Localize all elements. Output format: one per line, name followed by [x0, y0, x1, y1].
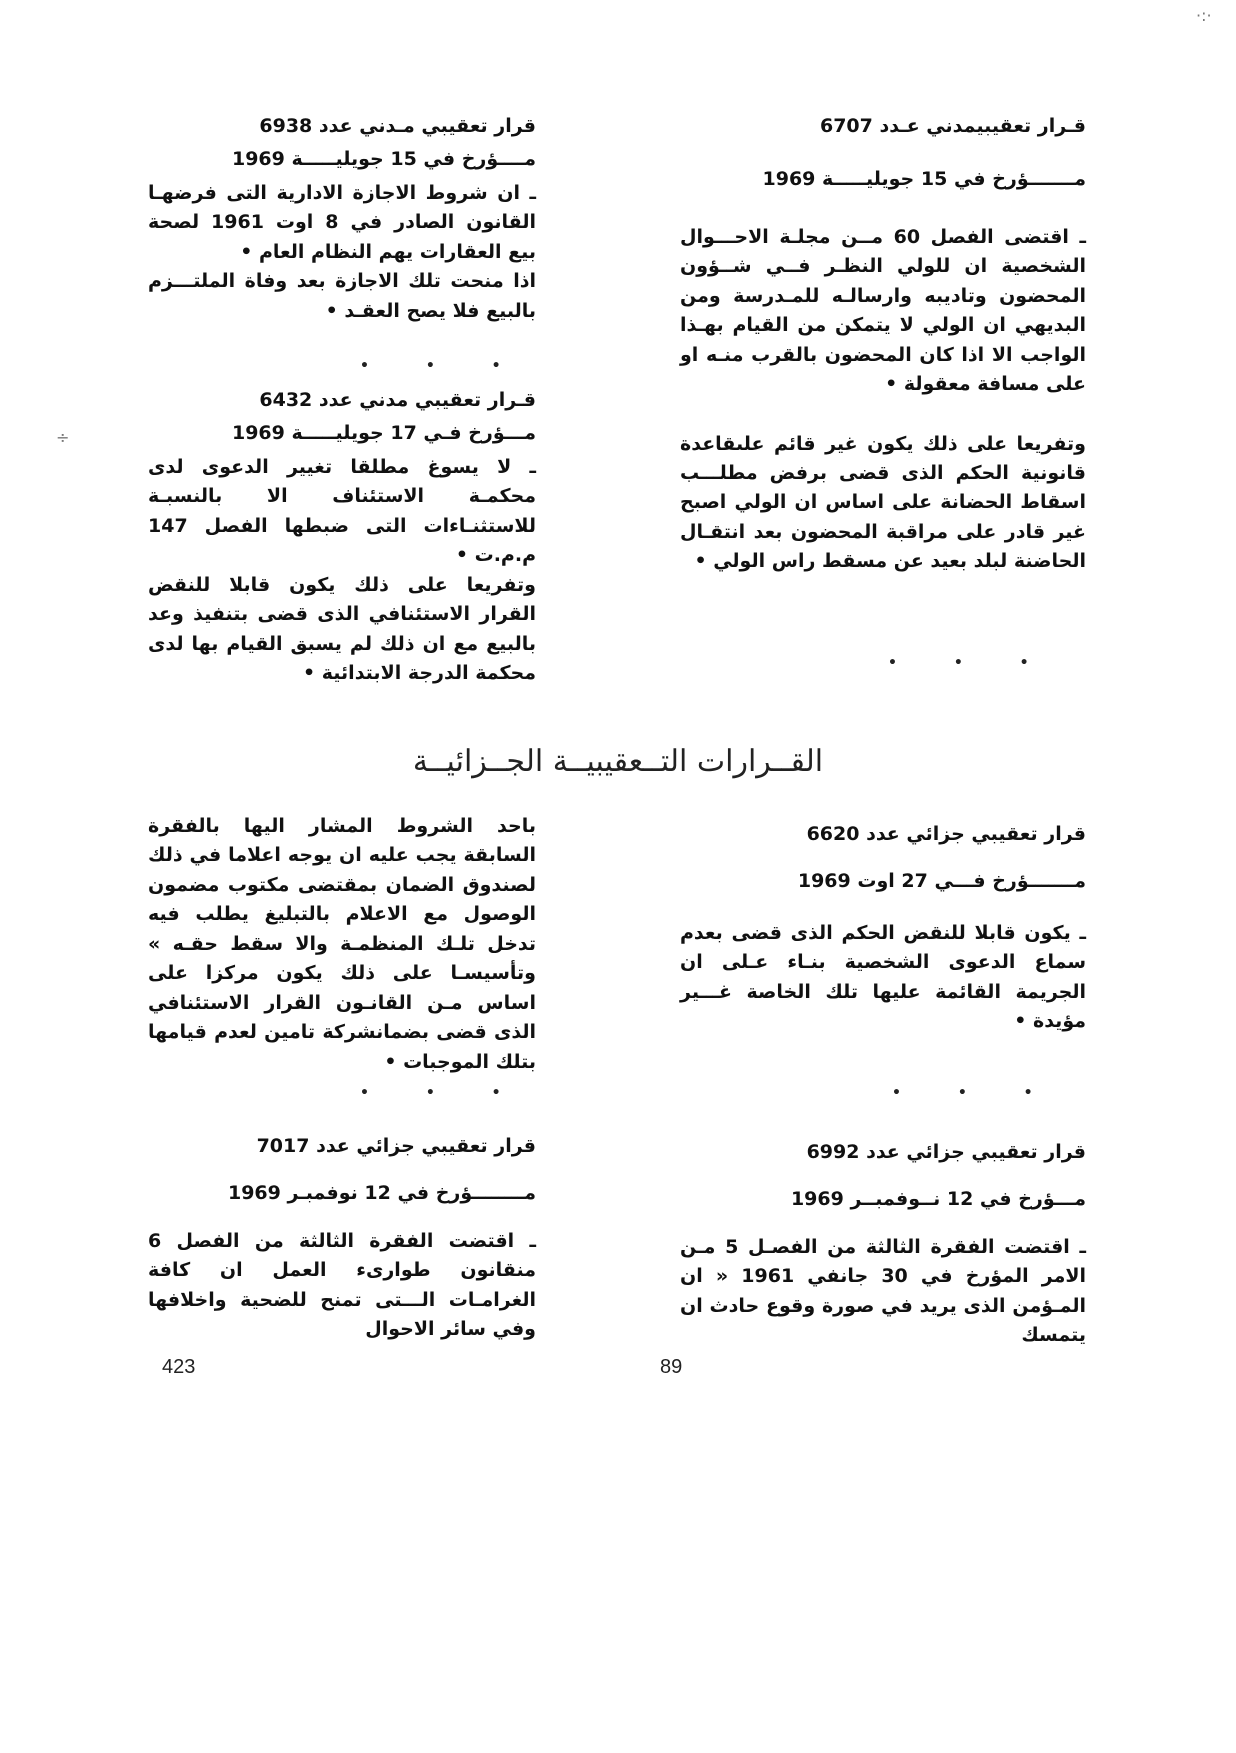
separator-dots: • • • — [892, 1085, 1059, 1101]
penal-decision-6620 — [680, 820, 1086, 1037]
decision-paragraph: وتفريعا على ذلك يكون غير قائم علىقاعدة قانونية الحكم الذى قضى برفض مطلـــب اسقاط الحضانة على اساس ان الولي اصبح غير قادر على مراقبة المحضون بعد انتقـال الحاضنة لبلد بعيد عن مسقط راس الولي • — [680, 432, 1086, 573]
civil-decision-6938 — [148, 112, 536, 326]
separator-dots: • • • — [360, 1085, 527, 1101]
civil-decision-6432 — [148, 386, 536, 688]
decision-date: مـــــــؤرخ في 15 جويليـــــة 1969 — [762, 168, 1086, 191]
separator-dots: • • • — [360, 358, 527, 374]
paragraph-gap — [680, 400, 1086, 430]
decision-date: مـــــــؤرخ فـــي 27 اوت 1969 — [797, 870, 1086, 893]
decision-paragraph: وتفريعا على ذلك يكون قابلا للنقض القرار الاستئنافي الذى قضى بتنفيذ وعد بالبيع مع ان ذلك لم يسبق القيام بها لدى محكمة الدرجة الابتدائية • — [148, 573, 536, 684]
penal-decision-7017 — [148, 1132, 536, 1345]
decision-date: مــــــــؤرخ في 12 نوفمبـر 1969 — [227, 1182, 536, 1205]
decision-date: مــــؤرخ في 15 جويليـــــة 1969 — [231, 148, 536, 171]
decision-paragraph: ـ ان شروط الاجازة الادارية التى فرضهـا القانون الصادر في 8 اوت 1961 لصحة بيع العقارات يهم النظام العام • — [148, 181, 537, 263]
decision-paragraph: ـ اقتضت الفقرة الثالثة من الفصل 6 منقانون طوارىء العمل ان كافة الغرامـات الـــتى تمنح للضحية واخلافها وفي سائر الاحوال — [148, 1229, 536, 1341]
decision-heading: قرار تعقيبي جزائي عدد 6620 — [806, 823, 1086, 845]
page-number-center: 89 — [660, 1356, 683, 1378]
scan-mark-left: ÷ — [56, 428, 70, 447]
decision-date: مـــؤرخ فـي 17 جويليـــــة 1969 — [231, 422, 536, 445]
separator-dots: • • • — [888, 655, 1055, 671]
decision-paragraph: ـ لا يسوغ مطلقا تغيير الدعوى لدى محكمـة الاستئناف الا بالنسبـة للاستثنـاءات التى ضبطها الفصل 147 م.م.ت • — [148, 455, 536, 567]
decision-paragraph: اذا منحت تلك الاجازة بعد وفاة الملتـــزم بالبيع فلا يصح العقـد • — [148, 270, 536, 322]
section-title-penal-decisions: القــرارات التــعقيبيــة الجــزائيــة — [412, 744, 824, 779]
scan-mark-top-right: ·:· — [1196, 6, 1212, 25]
decision-paragraph: ـ يكون قابلا للنقض الحكم الذى قضى بعدم سماع الدعوى الشخصية بنـاء عـلى ان الجريمة القائمة عليها تلك الخاصة غـــير مؤيدة • — [680, 921, 1086, 1033]
decision-heading: قرار تعقيبي جزائي عدد 6992 — [806, 1141, 1086, 1163]
civil-decision-6707 — [680, 112, 1086, 577]
decision-heading: قـرار تعقيبيمدني عـدد 6707 — [819, 115, 1086, 137]
decision-paragraph: ـ اقتضى الفصل 60 مــن مجلـة الاحـــوال الشخصية ان للولي النظـر فــي شــؤون المحضون وتاديبه وارسالـه للمـدرسة ومن البديهي ان الولي لا يتمكن من القيام بهـذا الواجب الا اذا كان المحضون بالقرب منـه او على مسافة معقولة • — [680, 225, 1086, 396]
decision-heading: قـرار تعقيبي مدني عدد 6432 — [259, 389, 536, 411]
penal-decision-continuation — [148, 812, 536, 1077]
decision-date: مـــؤرخ في 12 نــوفمبــر 1969 — [790, 1188, 1086, 1211]
decision-heading: قرار تعقيبي جزائي عدد 7017 — [256, 1135, 536, 1157]
page-number-left: 423 — [162, 1356, 196, 1378]
penal-decision-6992 — [680, 1138, 1086, 1351]
decision-paragraph: ـ اقتضت الفقرة الثالثة من الفصـل 5 مـن الامر المؤرخ في 30 جانفي 1961 « ان المـؤمن الذى يريد في صورة وقوع حادث ان يتمسك — [680, 1235, 1087, 1347]
decision-paragraph: باحد الشروط المشار اليها بالفقرة السابقة يجب عليه ان يوجه اعلاما في ذلك لصندوق الضمان بمقتضى مكتوب مضمون الوصول مع الاعلام بالتبليغ يطلب فيه تدخل تلـك المنظمـة والا سقط حقـه » وتأسيسـا على ذلك يكون مركزا على اساس مـن القانـون القرار الاستئنافي الذى قضى بضمانشركة تامين لعدم قيامها بتلك الموجبات • — [148, 815, 536, 1073]
decision-heading: قرار تعقيبي مـدني عدد 6938 — [259, 115, 536, 137]
